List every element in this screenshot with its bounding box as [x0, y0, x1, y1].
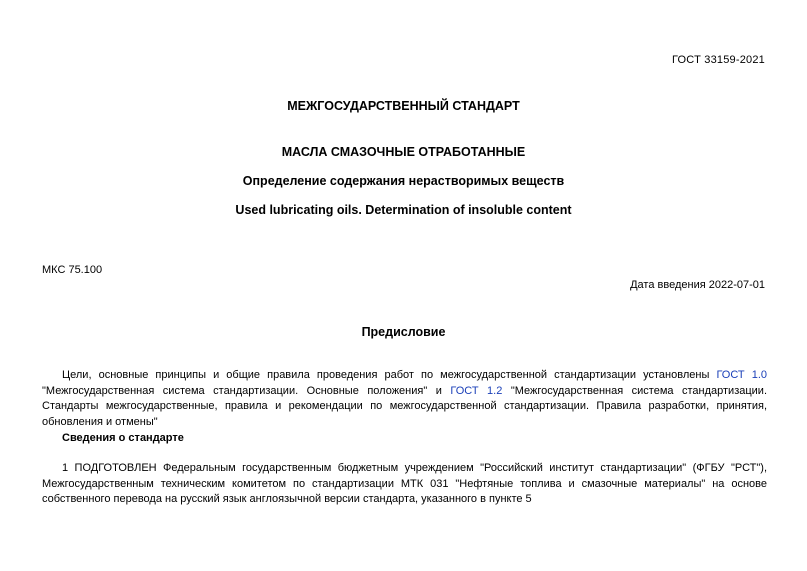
- document-subtitle-ru: Определение содержания нерастворимых веществ: [242, 174, 565, 188]
- document-title-en: Used lubricating oils. Determination of insoluble content: [235, 203, 572, 217]
- standard-type-heading: МЕЖГОСУДАРСТВЕННЫЙ СТАНДАРТ: [287, 99, 520, 113]
- preface-text-part: "Межгосударственная система стандартизации. Основные положения" и: [42, 384, 451, 397]
- preface-paragraph: [42, 368, 767, 430]
- introduction-date: Дата введения 2022-07-01: [630, 279, 765, 291]
- gost-1-0-link[interactable]: ГОСТ 1.0: [716, 369, 767, 381]
- preface-text-part: Цели, основные принципы и общие правила проведения работ по межгосударственной стандартизации установлены: [62, 369, 717, 381]
- prepared-by-paragraph: 1 ПОДГОТОВЛЕН Федеральным государственным бюджетным учреждением "Российский институт стандартизации" (ФГБУ "РСТ"), Межгосударственным техническим комитетом по стандартизации МТК 031 "Нефтяные топлива и смазочные материалы" на основе собственного перевода на русский язык англоязычной версии стандарта, указанного в пункте 5: [42, 462, 767, 505]
- mks-code: МКС 75.100: [42, 264, 103, 276]
- document-number: ГОСТ 33159-2021: [672, 54, 765, 66]
- preface-heading: Предисловие: [361, 325, 446, 339]
- preface-text-part: "Межгосударственная система стандартизации. Стандарты межгосударственные, правила и рекомендации по межгосударственной стандартизации. Правила разработки, принятия, обновления и отмены": [42, 384, 768, 428]
- about-standard-heading: Сведения о стандарте: [62, 432, 184, 444]
- document-title-ru: МАСЛА СМАЗОЧНЫЕ ОТРАБОТАННЫЕ: [281, 145, 526, 159]
- gost-1-2-link[interactable]: ГОСТ 1.2: [450, 384, 503, 397]
